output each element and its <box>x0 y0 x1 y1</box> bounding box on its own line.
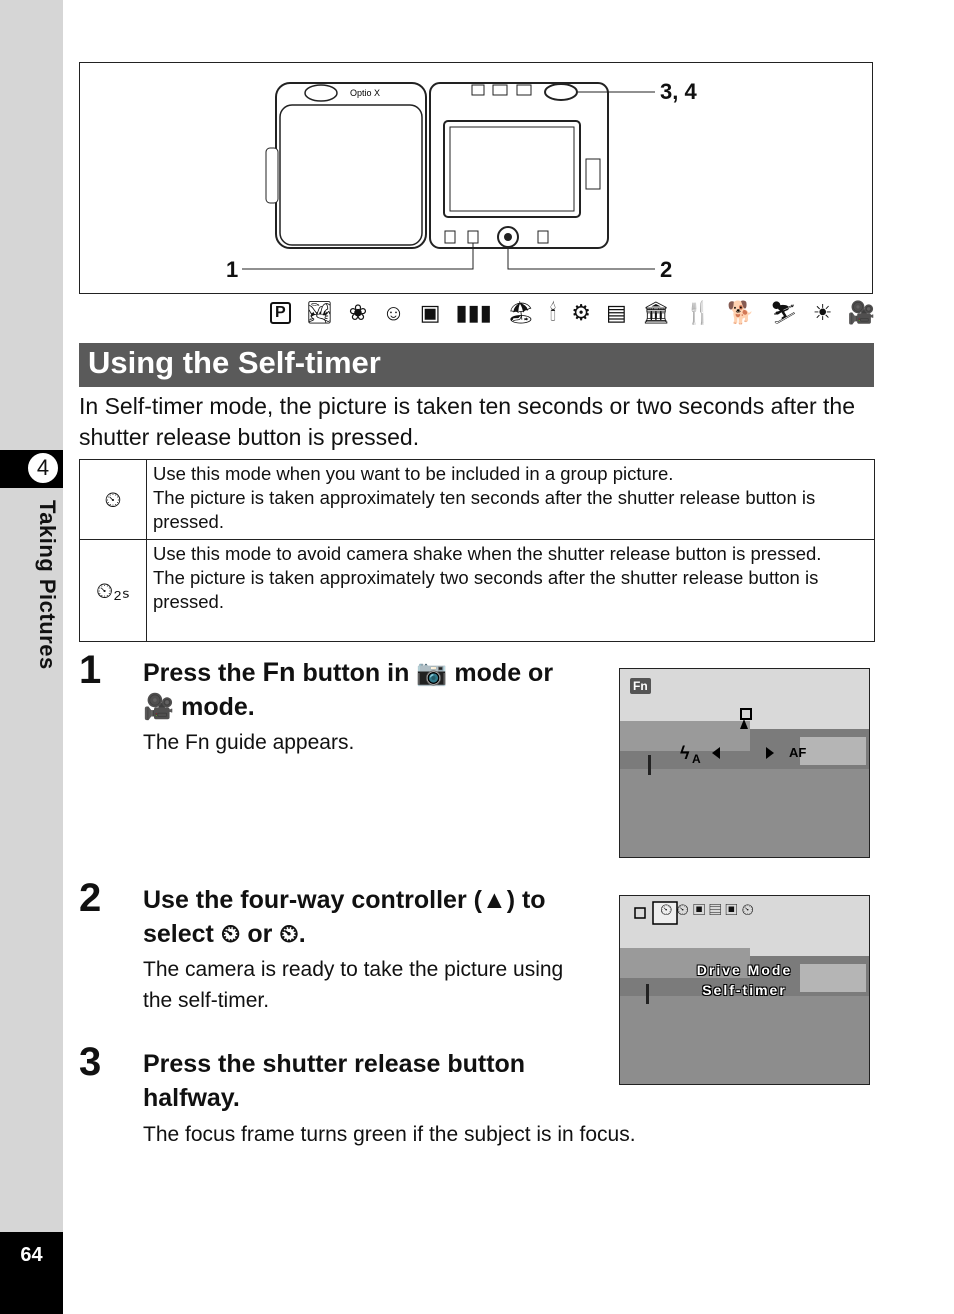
movie-icon: 🎥 <box>143 693 175 721</box>
chapter-label: Taking Pictures <box>35 500 60 670</box>
program-mode-icon: P <box>270 302 291 324</box>
drive-mode-label: Drive Mode <box>696 962 793 978</box>
candlelight-mode-icon: 🕯 <box>549 300 557 325</box>
up-arrow-icon: ▲ <box>481 886 507 914</box>
table-row <box>80 460 875 540</box>
movie-mode-icon: 🎥 <box>847 300 875 325</box>
camera-icon: 📷 <box>416 659 448 687</box>
section-title: Using the Self-timer <box>79 343 874 387</box>
sport-mode-icon: ⛷ <box>769 300 798 325</box>
step-1-number: 1 <box>79 648 102 692</box>
table-row <box>80 540 875 642</box>
flower-mode-icon: ❀ <box>348 300 368 325</box>
callout-2: 2 <box>660 257 673 282</box>
self-timer-modes-table <box>79 459 875 642</box>
self-timer-icon: ⏲ <box>220 920 241 948</box>
panorama-mode-icon: ▮▮▮ <box>455 300 492 325</box>
fn-badge: Fn <box>630 678 651 694</box>
frame-composite-mode-icon: ▤ <box>605 300 627 325</box>
self-timer-2s-icon: ⏲₂ₛ <box>80 540 147 642</box>
drive-mode-icons: ⏲⏲▣▤▣⏲ <box>660 902 758 919</box>
chapter-number: 4 <box>26 451 60 485</box>
night-scene-mode-icon: ☀ <box>812 300 833 325</box>
scene-photo <box>620 669 869 857</box>
section-intro: In Self-timer mode, the picture is taken ten seconds or two seconds after the shutter release button is pressed. <box>79 393 856 450</box>
af-label: AF <box>789 745 807 760</box>
step-3-body: The focus frame turns green if the subject is in focus. <box>143 1123 636 1146</box>
table-cell <box>147 460 875 540</box>
self-timer-label: Self-timer <box>702 982 787 998</box>
landscape-mode-icon: 🏞 <box>305 300 334 325</box>
camera-illustration <box>80 63 874 295</box>
row-text-2: The picture is taken approximately two seconds after the shutter release button is pressed. <box>153 567 819 612</box>
food-mode-icon: 🍴 <box>684 300 713 325</box>
natural-skin-mode-icon: ▣ <box>419 300 441 325</box>
digital-filter-mode-icon: ⚙ <box>571 300 591 325</box>
step-2-number: 2 <box>79 876 102 920</box>
camera-brand: Optio X <box>350 88 381 98</box>
step-1-body: The Fn guide appears. <box>143 731 355 754</box>
row-text-1: Use this mode to avoid camera shake when the shutter release button is pressed. <box>153 543 822 564</box>
surf-snow-mode-icon: 🏖 <box>506 300 535 325</box>
callout-3-4: 3, 4 <box>660 79 697 104</box>
page-number: 64 <box>20 1244 43 1266</box>
callout-1: 1 <box>226 257 239 282</box>
museum-mode-icon: 🏛 <box>641 300 670 325</box>
step-1-heading: Press the Fn button in 📷 mode or 🎥 mode. <box>143 657 554 721</box>
pet-mode-icon: 🐕 <box>727 300 755 325</box>
self-timer-10s-icon: ⏲ <box>80 460 147 540</box>
fn-label: Fn <box>262 657 296 687</box>
mode-icons-row <box>270 298 875 328</box>
drive-mode-screen <box>619 895 870 1085</box>
row-text-2: The picture is taken approximately ten seconds after the shutter release button is pressed. <box>153 487 816 532</box>
step-2-body: The camera is ready to take the picture using the self-timer. <box>143 958 564 1012</box>
fn-guide-screen <box>619 668 870 858</box>
self-timer-2s-icon: ⏲ <box>279 920 299 948</box>
svg-text:ϟ: ϟ <box>680 743 690 763</box>
step-2-heading: Use the four-way controller (▲) to select ⏲ or ⏲. <box>143 886 546 948</box>
table-cell <box>147 540 875 642</box>
step-3-number: 3 <box>79 1040 102 1084</box>
row-text-1: Use this mode when you want to be included in a group picture. <box>153 463 674 484</box>
step-3-heading: Press the shutter release button halfway. <box>143 1050 526 1112</box>
camera-figure <box>79 62 873 294</box>
svg-text:A: A <box>692 752 701 766</box>
portrait-mode-icon: ☺ <box>382 300 405 325</box>
